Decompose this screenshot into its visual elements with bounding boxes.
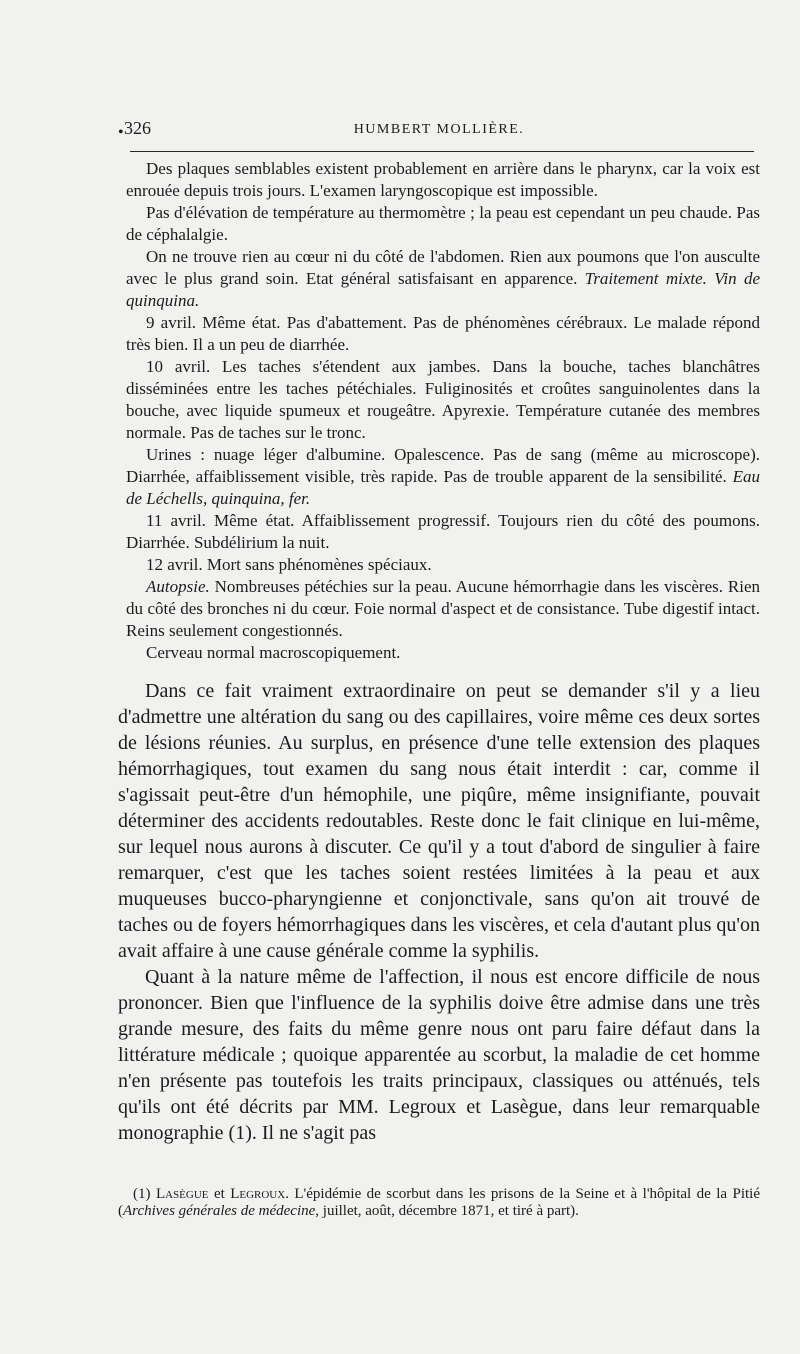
footnote-journal: Archives générales de médecine, — [123, 1203, 320, 1219]
case-notes — [126, 158, 760, 664]
header-rule — [130, 151, 754, 152]
case-paragraph: 11 avril. Même état. Affaiblissement progressif. Toujours rien du côté des poumons. Diarrhée. Subdélirium la nuit. — [126, 511, 760, 552]
treatment-italic: Traitement mixte. Vin de quinquina. — [126, 269, 761, 310]
page-number: 326 — [124, 118, 151, 138]
case-paragraph: 10 avril. Les taches s'étendent aux jambes. Dans la bouche, taches blanchâtres disséminées entre les taches pétéchiales. Fuliginosités et croûtes sanguinolentes dans la bouche, avec liquide spumeux et rougeâtre. Apyrexie. Température cutanée des membres normale. Pas de taches sur le tronc. — [126, 357, 760, 442]
treatment-italic: Eau de Léchells, quinquina, fer. — [126, 467, 760, 508]
body-paragraph: Dans ce fait vraiment extraordinaire on peut se demander s'il y a lieu d'admettre une altération du sang ou des capillaires, voire même ces deux sortes de lésions réunies. Au surplus, en présence d'une telle extension des plaques hémorrhagiques, tout examen du sang nous était interdit : car, comme il s'agissait peut-être d'un hémophile, une piqûre, même insignifiante, pouvait déterminer des accidents redoutables. Reste donc le fait clinique en lui-même, sur lequel nous aurons à discuter. Ce qu'il y a tout d'abord de singulier à faire remarquer, c'est que les taches soient restées limitées à la peau et aux muqueuses bucco-pharyngienne et conjonctivale, sans qu'on ait trouvé de taches ou de foyers hémorrhagiques dans les viscères, et cela d'autant plus qu'on avait affaire à une cause générale comme la syphilis. — [118, 680, 761, 962]
case-paragraph: Cerveau normal macroscopiquement. — [146, 643, 401, 662]
case-paragraph: 9 avril. Même état. Pas d'abattement. Pas de phénomènes cérébraux. Le malade répond très bien. Il a un peu de diarrhée. — [126, 313, 760, 354]
case-paragraph: Pas d'élévation de température au thermomètre ; la peau est cependant un peu chaude. Pas de céphalalgie. — [126, 203, 760, 244]
case-text: Urines : nuage léger d'albumine. Opalescence. Pas de sang (même au microscope). Diarrhée, affaiblissement visible, très rapide. Pas de trouble apparent de la sensibilité. — [126, 445, 760, 486]
footnote-text: et — [208, 1186, 231, 1202]
body-paragraph: Quant à la nature même de l'affection, il nous est encore difficile de nous prononcer. Bien que l'influence de la syphilis doive être admise dans une très grande mesure, des faits du même genre nous ont paru faire défaut dans la littérature médicale ; quoique apparentée au scorbut, la maladie de cet homme n'en présente pas toutefois les traits principaux, classiques ou atténués, tels qu'ils ont été décrits par MM. Legroux et Lasègue, dans leur remarquable monographie (1). Il ne s'agit pas — [118, 966, 760, 1144]
margin-mark: • — [118, 124, 124, 141]
footnote-text: . L'épidémie de scorbut dans les prisons de la Seine et à l'hôpital de la Pitié ( — [118, 1186, 760, 1219]
case-paragraph — [126, 576, 760, 642]
autopsy-label: Autopsie. — [146, 577, 210, 596]
footnote-text: juillet, août, décembre 1871, et tiré à part). — [319, 1203, 579, 1219]
running-title: HUMBERT MOLLIÈRE. — [353, 122, 525, 137]
case-paragraph — [126, 444, 760, 510]
case-paragraph — [126, 246, 760, 312]
page-header — [118, 118, 760, 146]
case-text: Nombreuses pétéchies sur la peau. Aucune hémorrhagie dans les viscères. Rien du côté des bronches ni du cœur. Foie normal d'aspect et de consistance. Tube digestif intact. Reins seulement congestionnés. — [126, 577, 760, 640]
footnote-author: Legroux — [230, 1186, 286, 1202]
footnote-marker: (1) — [133, 1186, 156, 1202]
case-text: On ne trouve rien au cœur ni du côté de l'abdomen. Rien aux poumons que l'on ausculte avec le plus grand soin. Etat général satisfaisant en apparence. — [126, 247, 760, 288]
footnote-author: Lasègue — [155, 1186, 209, 1202]
case-paragraph: Des plaques semblables existent probablement en arrière dans le pharynx, car la voix est enrouée depuis trois jours. L'examen laryngoscopique est impossible. — [126, 159, 760, 200]
footnote — [118, 1186, 760, 1220]
discussion — [118, 678, 760, 1146]
case-paragraph: 12 avril. Mort sans phénomènes spéciaux. — [146, 555, 432, 574]
